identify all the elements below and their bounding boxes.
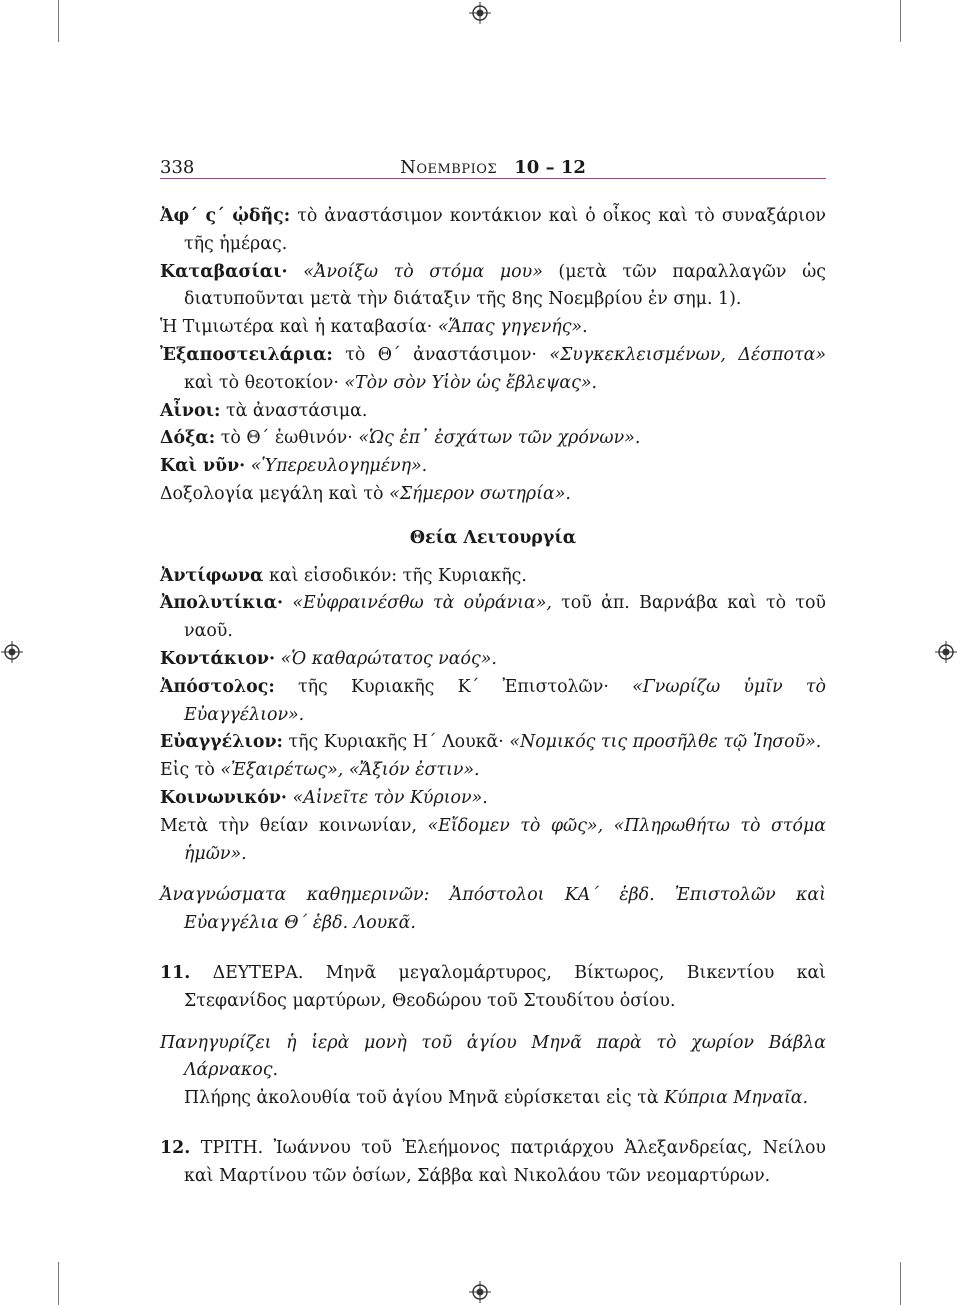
paragraph: Δόξα: τὸ Θ΄ ἑωθινόν· «Ὡς ἐπ᾽ ἐσχάτων τῶν χρόνων».: [160, 428, 641, 449]
paragraph: Δοξολογία μεγάλη καὶ τὸ «Σήμερον σωτηρία».: [160, 483, 571, 504]
registration-mark-icon: [469, 1281, 491, 1303]
page-number: 338: [160, 157, 195, 178]
paragraph: Ἀντίφωνα καὶ εἰσοδικόν: τῆς Κυριακῆς.: [160, 565, 527, 586]
registration-mark-icon: [935, 641, 957, 663]
paragraph: Καὶ νῦν· «Ὑπερευλογημένη».: [160, 456, 428, 477]
paragraph: Κοινωνικόν· «Αἰνεῖτε τὸν Κύριον».: [160, 787, 488, 808]
page-content: [160, 150, 826, 1191]
paragraph: Ἐξαποστειλάρια: τὸ Θ΄ ἀναστάσιμον· «Συγκεκλεισμένων, Δέσποτα» καὶ τὸ θεοτοκίον· «Τὸν σὸν Υἱὸν ὡς ἔβλεψας».: [160, 344, 826, 393]
main-text: [160, 203, 826, 1191]
paragraph: Αἶνοι: τὰ ἀναστάσιμα.: [160, 400, 368, 421]
paragraph: Κοντάκιον· «Ὁ καθαρώτατος ναός».: [160, 648, 497, 669]
paragraph: Μετὰ τὴν θείαν κοινωνίαν, «Εἴδομεν τὸ φῶς», «Πληρωθήτω τὸ στόμα ἡμῶν».: [160, 815, 826, 864]
readings-note: Ἀναγνώσματα καθημερινῶν: Ἀπόστολοι ΚΑ΄ ἑβδ. Ἐπιστολῶν καὶ Εὐαγγέλια Θ΄ ἑβδ. Λουκᾶ.: [160, 885, 826, 934]
paragraph: Ἀφ΄ ς΄ ᾠδῆς: τὸ ἀναστάσιμον κοντάκιον καὶ ὁ οἶκος καὶ τὸ συναξάριον τῆς ἡμέρας.: [160, 206, 826, 254]
crop-mark: [900, 1262, 901, 1305]
crop-mark: [58, 0, 59, 42]
registration-mark-icon: [1, 641, 23, 663]
running-header: [160, 150, 826, 179]
running-title: Νοεμβριος 10 – 12: [400, 157, 586, 178]
paragraph: Εὐαγγέλιον: τῆς Κυριακῆς Η΄ Λουκᾶ· «Νομικός τις προσῆλθε τῷ Ἰησοῦ».: [160, 732, 822, 753]
day-entry-11: 11. ΔΕΥΤΕΡΑ. Μηνᾶ μεγαλομάρτυρος, Βίκτωρος, Βικεντίου καὶ Στεφανίδος μαρτύρων, Θεοδώρου τοῦ Στουδίτου ὁσίου.: [160, 962, 827, 1011]
paragraph: Ἀπολυτίκια· «Εὐφραινέσθω τὰ οὐράνια», τοῦ ἀπ. Βαρνάβα καὶ τὸ τοῦ ναοῦ.: [160, 593, 826, 642]
crop-mark: [58, 1262, 59, 1305]
feast-note: Πανηγυρίζει ἡ ἱερὰ μονὴ τοῦ ἁγίου Μηνᾶ παρὰ τὸ χωρίον Βάβλα Λάρνακος.: [160, 1032, 826, 1081]
paragraph: Ἀπόστολος: τῆς Κυριακῆς Κ΄ Ἐπιστολῶν· «Γνωρίζω ὑμῖν τὸ Εὐαγγέλιον».: [160, 676, 826, 725]
crop-mark: [900, 0, 901, 42]
service-note: Πλήρης ἀκολουθία τοῦ ἁγίου Μηνᾶ εὑρίσκεται εἰς τὰ Κύπρια Μηναῖα.: [184, 1088, 809, 1109]
registration-mark-icon: [469, 2, 491, 24]
day-entry-12: 12. ΤΡΙΤΗ. Ἰωάννου τοῦ Ἐλεήμονος πατριάρχου Ἀλεξανδρείας, Νείλου καὶ Μαρτίνου τῶν ὁσίων, Σάββα καὶ Νικολάου τῶν νεομαρτύρων.: [160, 1137, 827, 1186]
paragraph: Καταβασίαι· «Ἀνοίξω τὸ στόμα μου» (μετὰ τῶν παραλλαγῶν ὡς διατυποῦνται μετὰ τὴν διάταξιν τῆς 8ης Νοεμβρίου ἐν σημ. 1).: [160, 261, 826, 310]
section-title: Θεία Λειτουργία: [409, 527, 577, 548]
paragraph: Εἰς τὸ «Ἐξαιρέτως», «Ἄξιόν ἐστιν».: [160, 760, 480, 781]
paragraph: Ἡ Τιμιωτέρα καὶ ἡ καταβασία· «Ἅπας γηγενής».: [160, 317, 588, 338]
